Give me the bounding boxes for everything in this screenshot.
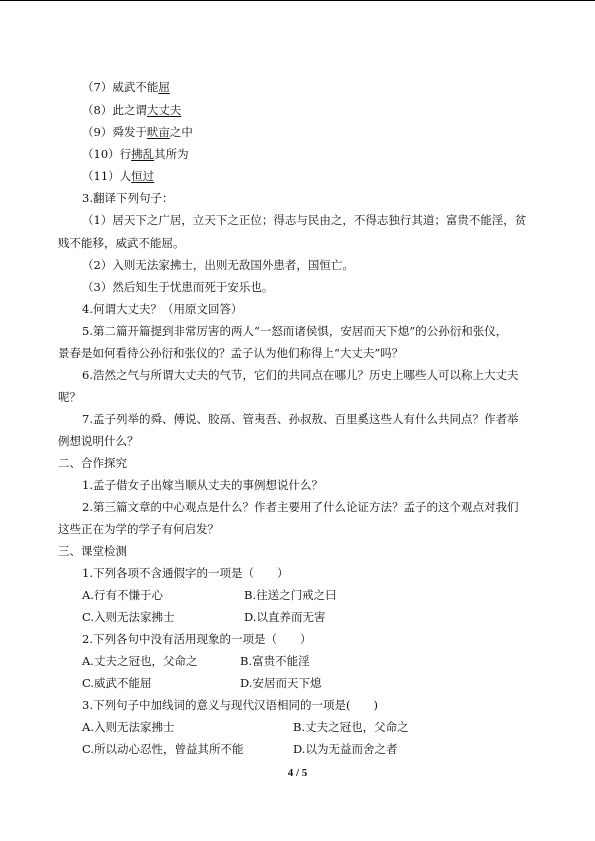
test-2-option-c: C.威武不能屈	[82, 676, 152, 690]
test-3-option-c: C.所以动心忍性，曾益其所不能	[82, 742, 244, 756]
cooperative-question-2-line1: 2.第三篇文章的中心观点是什么？作者主要用了什么论证方法？孟子的这个观点对我们	[82, 500, 519, 514]
test-question-3: 3.下列句子中加线词的意义与现代汉语相同的一项是( )	[82, 698, 378, 712]
question-7-line2: 例想说明什么？	[58, 434, 139, 448]
test-question-1: 1.下列各项不含通假字的一项是（ ）	[82, 566, 289, 580]
question-6-line2: 呢？	[58, 390, 81, 404]
question-5-line2: 景春是如何看待公孙衍和张仪的？孟子认为他们称得上“大丈夫”吗？	[58, 346, 404, 360]
page-top-border	[0, 0, 595, 1]
test-1-option-b: B.往送之门戒之曰	[244, 588, 337, 602]
test-1-option-d: D.以直养而无害	[244, 610, 326, 624]
test-3-option-b: B.丈夫之冠也，父命之	[293, 720, 409, 734]
item-10: （10）行拂乱其所为	[82, 147, 189, 161]
item-8: （8）此之谓大丈夫	[82, 103, 182, 117]
test-2-option-b: B.富贵不能淫	[240, 654, 310, 668]
test-3-option-d: D.以为无益而舍之者	[293, 742, 398, 756]
translate-s1-line2: 贱不能移，威武不能屈。	[58, 236, 185, 250]
test-1-option-a: A.行有不慊于心	[82, 588, 163, 602]
item-9: （9）舜发于畎亩之中	[82, 125, 193, 139]
cooperative-question-2-line2: 这些正在为学的学子有何启发？	[58, 522, 219, 536]
section-heading-3: 三、课堂检测	[58, 544, 127, 558]
translate-s1-line1: （1）居天下之广居，立天下之正位；得志与民由之，不得志独行其道；富贵不能淫，贫	[82, 213, 527, 227]
question-7-line1: 7.孟子列举的舜、傅说、胶鬲、管夷吾、孙叔敖、百里奚这些人有什么共同点？作者举	[82, 412, 519, 426]
translate-s3: （3）然后知生于忧患而死于安乐也。	[82, 280, 274, 294]
cooperative-question-1: 1.孟子借女子出嫁当顺从丈夫的事例想说什么？	[82, 478, 323, 492]
question-5-line1: 5.第二篇开篇提到非常厉害的两人“一怒而诸侯惧，安居而天下熄”的公孙衍和张仪，	[82, 324, 508, 338]
page-number: 4 / 5	[287, 767, 308, 779]
item-11: （11）人恒过	[82, 169, 155, 183]
question-4: 4.何谓大丈夫？（用原文回答）	[82, 302, 243, 316]
section-heading-2: 二、合作探究	[58, 456, 127, 470]
translate-s2: （2）入则无法家拂士，出则无敌国外患者，国恒亡。	[82, 258, 354, 272]
test-3-option-a: A.入则无法家拂士	[82, 720, 175, 734]
test-1-option-c: C.入则无法家拂士	[82, 610, 175, 624]
question-6-line1: 6.浩然之气与所谓大丈夫的气节，它们的共同点在哪儿？历史上哪些人可以称上大丈夫	[82, 368, 519, 382]
test-2-option-a: A.丈夫之冠也，父命之	[82, 654, 198, 668]
translate-heading: 3.翻译下列句子：	[82, 191, 174, 205]
item-7: （7）威武不能屈	[82, 80, 170, 94]
test-2-option-d: D.安居而天下熄	[240, 676, 322, 690]
test-question-2: 2.下列各句中没有活用现象的一项是（ ）	[82, 632, 312, 646]
